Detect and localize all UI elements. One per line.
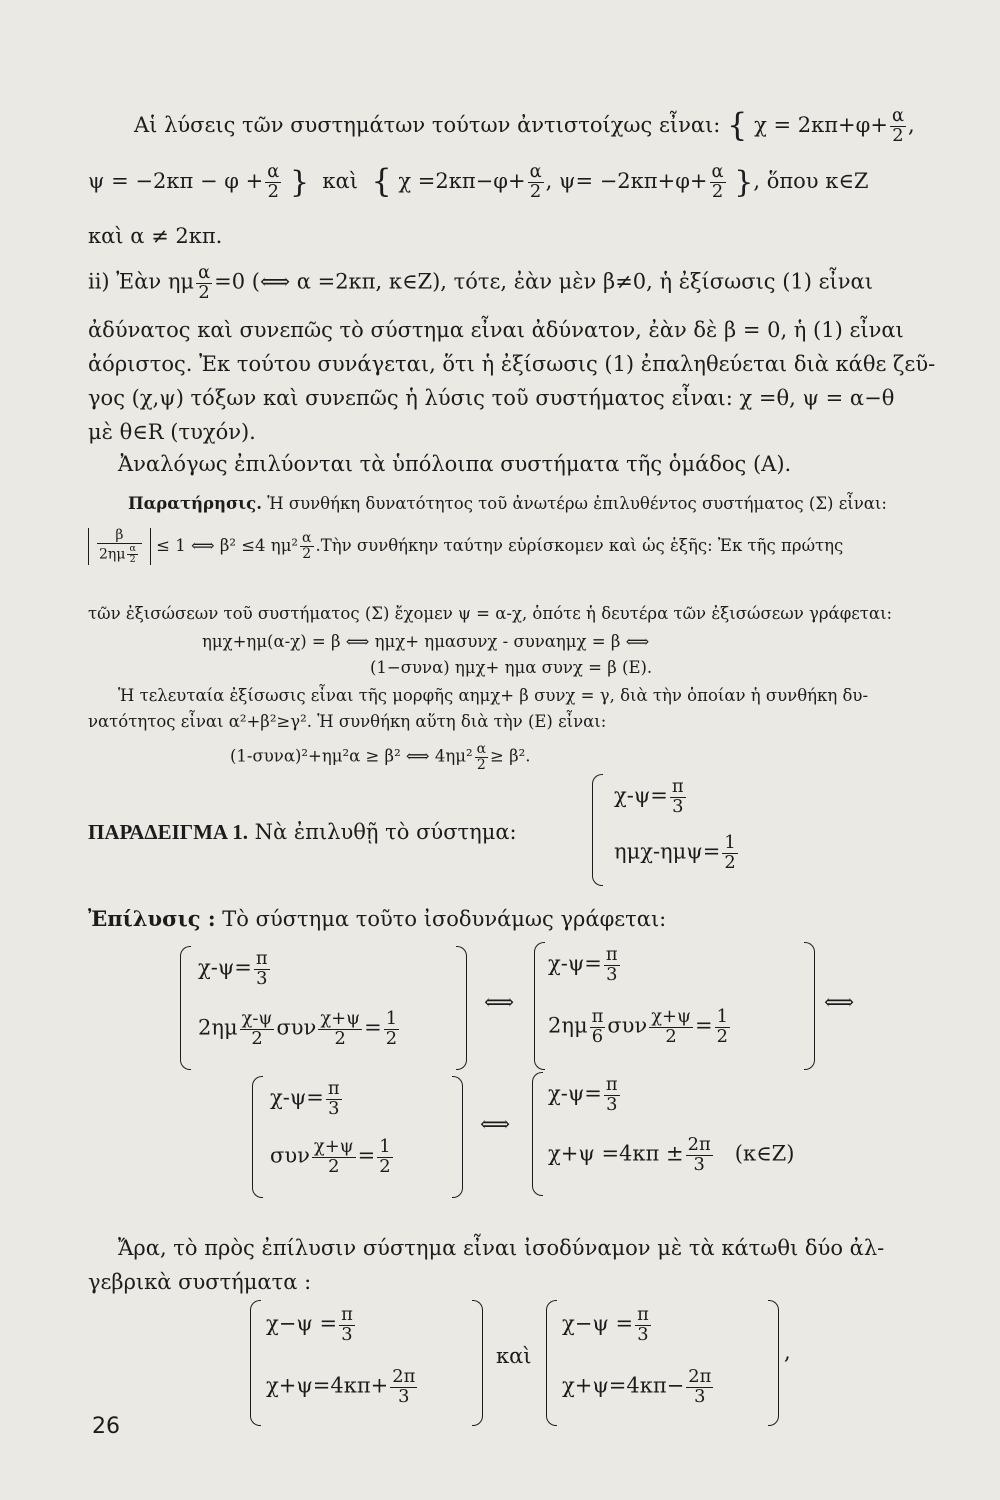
trailing-comma: , [784,1340,791,1364]
case-ii-line-5: μὲ θ∈R (τυχόν). [88,420,256,444]
s2-eq-1: χ-ψ= $\frac{\pi}{3}$ [548,944,618,985]
example-text: Νὰ ἐπιλυθῇ τὸ σύστημα: [254,820,517,844]
left-brace: { [371,162,392,200]
conj-kai: καὶ [496,1344,532,1368]
case-ii-line-6: Ἀναλόγως ἐπιλύονται τὰ ὑπόλοιπα συστήματα τῆς ὁμάδος (Α). [118,452,792,476]
solution-system-3 [252,1076,472,1198]
final-system-1 [250,1300,490,1426]
s3-eq-2: συν $\frac{\chi+\psi}{2}$ = $\frac{1}{2}$ [270,1136,391,1177]
remark-text-2: .Τὴν συνθήκην ταύτην εὑρίσκομεν καὶ ὡς ἑξῆς: Ἐκ τῆς πρώτης [315,535,844,555]
example-title: ΠΑΡΑΔΕΙΓΜΑ 1. [88,820,248,844]
remark-label: Παρατήρησις. [128,494,262,513]
case-ii-line-1 [88,264,873,302]
example-system [592,774,772,886]
frac-alpha-2: $\frac{\alpha}{2}$ [476,741,487,773]
remark-condition: (1-συνα)²+ημ²α ≥ β² ⟺ 4ημ² [230,746,473,766]
remark-line-3: τῶν ἐξισώσεων τοῦ συστήματος (Σ) ἔχομεν ψ = α-χ, ὁπότε ἡ δευτέρα τῶν ἐξισώσεων γράφεται: [88,604,893,623]
case-ii-line-3: ἀόριστος. Ἐκ τούτου συνάγεται, ὅτι ἡ ἐξίσωσις (1) ἐπαληθεύεται διὰ κάθε ζεῦ- [88,352,936,376]
frac-alpha-2: $\frac{\alpha}{2}$ [198,262,211,303]
remark-condition-end: ≥ β². [490,746,531,766]
remark-line-8 [230,742,531,772]
solutions-intro-text: Αἱ λύσεις τῶν συστημάτων τούτων ἀντιστοίχως εἶναι: [134,113,721,137]
f2-eq-2: χ+ψ=4κπ− $\frac{2\pi}{3}$ [562,1366,712,1407]
right-brace: } [289,165,310,200]
remark-inequality: ≤ 1 ⟺ β² ≤4 ημ² [156,535,299,555]
solution-system-4 [532,1072,862,1196]
frac-alpha-2: $\frac{\alpha}{2}$ [529,161,542,202]
case-ii-line-2: ἀδύνατος καὶ συνεπῶς τὸ σύστημα εἶναι ἀδύνατον, ἐὰν δὲ β = 0, ἡ (1) εἶναι [88,318,904,342]
right-brace: } [734,165,754,200]
f1-eq-2: χ+ψ=4κπ+ $\frac{2\pi}{3}$ [266,1366,416,1407]
s1-eq-1: χ-ψ= $\frac{\pi}{3}$ [198,948,268,989]
page-number: 26 [92,1414,120,1439]
therefore-line-2: γεβρικὰ συστήματα : [88,1270,312,1294]
frac-beta-over-2hm: β 2ημ $\frac{\alpha}{2}$ [97,528,142,565]
solution-system-2 [534,942,824,1070]
eq-x-second: χ =2κπ−φ+ [398,169,526,193]
s3-eq-1: χ-ψ= $\frac{\pi}{3}$ [270,1078,340,1119]
abs-value [88,528,151,565]
solution-label: Ἐπίλυσις : [88,906,216,931]
example-eq-2: ημχ-ημψ= $\frac{1}{2}$ [614,832,736,873]
eq-psi-first: ψ = −2κπ − φ + [88,169,264,193]
solutions-intro: Αἱ λύσεις τῶν συστημάτων τούτων ἀντιστοίχως εἶναι: { χ = 2κπ+φ+ $\frac{\alpha}{2}$ , [134,105,915,146]
s2-eq-2: 2ημ $\frac{\pi}{6}$ συν $\frac{\chi+\psi}{2}$ = $\frac{1}{2}$ [548,1006,728,1047]
frac-alpha-2: $\frac{\alpha}{2}$ [711,161,724,202]
solution-text: Τὸ σύστημα τοῦτο ἰσοδυνάμως γράφεται: [222,907,667,931]
case-ii-start: ii) Ἐὰν ημ [88,269,195,294]
remark-line-5: (1−συνα) ημχ+ ημα συνχ = β (Ε). [370,658,653,677]
s4-eq-2: χ+ψ =4κπ ± $\frac{2\pi}{3}$ (κ∈Z) [548,1134,795,1175]
example-eq-1: χ-ψ= $\frac{\pi}{3}$ [614,776,684,817]
remark-line-4: ημχ+ημ(α-χ) = β ⟺ ημχ+ ημασυνχ - συναημχ = β ⟺ [202,632,650,651]
case-ii-line-4: γος (χ,ψ) τόξων καὶ συνεπῶς ἡ λύσις τοῦ συστήματος εἶναι: χ =θ, ψ = α−θ [88,386,895,410]
iff-arrow: ⟺ [824,990,855,1014]
s4-eq-1: χ-ψ= $\frac{\pi}{3}$ [548,1074,618,1115]
remark-line-1 [128,494,887,514]
f2-eq-1: χ−ψ = $\frac{\pi}{3}$ [562,1304,649,1345]
where-k-in-z: , ὅπου κ∈Z [753,169,869,193]
remark-text-1: Ἡ συνθήκη δυνατότητος τοῦ ἀνωτέρω ἐπιλυθέντος συστήματος (Σ) εἶναι: [267,494,887,513]
example-heading [88,820,517,845]
eq-x-first: χ = 2κπ+φ+ [754,113,888,137]
left-brace: { [727,106,748,144]
iff-arrow: ⟺ [480,1112,511,1136]
frac-alpha-2: $\frac{\alpha}{2}$ [891,105,905,146]
solution-heading [88,906,666,932]
therefore-line-1: Ἄρα, τὸ πρὸς ἐπίλυσιν σύστημα εἶναι ἰσοδύναμον μὲ τὰ κάτωθι δύο ἀλ- [118,1236,885,1260]
alpha-not-2kpi: καὶ α ≠ 2κπ. [88,224,223,248]
remark-line-2 [88,528,843,592]
system-brace [592,774,603,886]
iff-arrow: ⟺ [484,990,515,1014]
f1-eq-1: χ−ψ = $\frac{\pi}{3}$ [266,1304,353,1345]
frac-alpha-2: $\frac{\alpha}{2}$ [302,530,312,562]
eq-psi-second: , ψ= −2κπ+φ+ [545,169,708,193]
s1-eq-2: 2ημ $\frac{\chi-\psi}{2}$ συν $\frac{\chi+\psi}{2}$ = $\frac{1}{2}$ [198,1008,398,1049]
case-ii-cont: =0 (⟺ α =2κπ, κ∈Z), τότε, ἐὰν μὲν β≠0, ἡ ἐξίσωσις (1) εἶναι [214,269,873,294]
frac-alpha-2: $\frac{\alpha}{2}$ [267,161,280,202]
solutions-line-2 [88,162,869,202]
conj-kai: καὶ [322,169,358,193]
final-system-2 [546,1300,796,1426]
solution-system-1 [180,946,470,1070]
remark-line-7: νατότητος εἶναι α²+β²≥γ². Ἡ συνθήκη αὕτη διὰ τὴν (Ε) εἶναι: [88,712,607,731]
remark-line-6: Ἡ τελευταία ἐξίσωσις εἶναι τῆς μορφῆς αημχ+ β συνχ = γ, διὰ τὴν ὁποίαν ἡ συνθήκη δυ- [118,686,869,705]
